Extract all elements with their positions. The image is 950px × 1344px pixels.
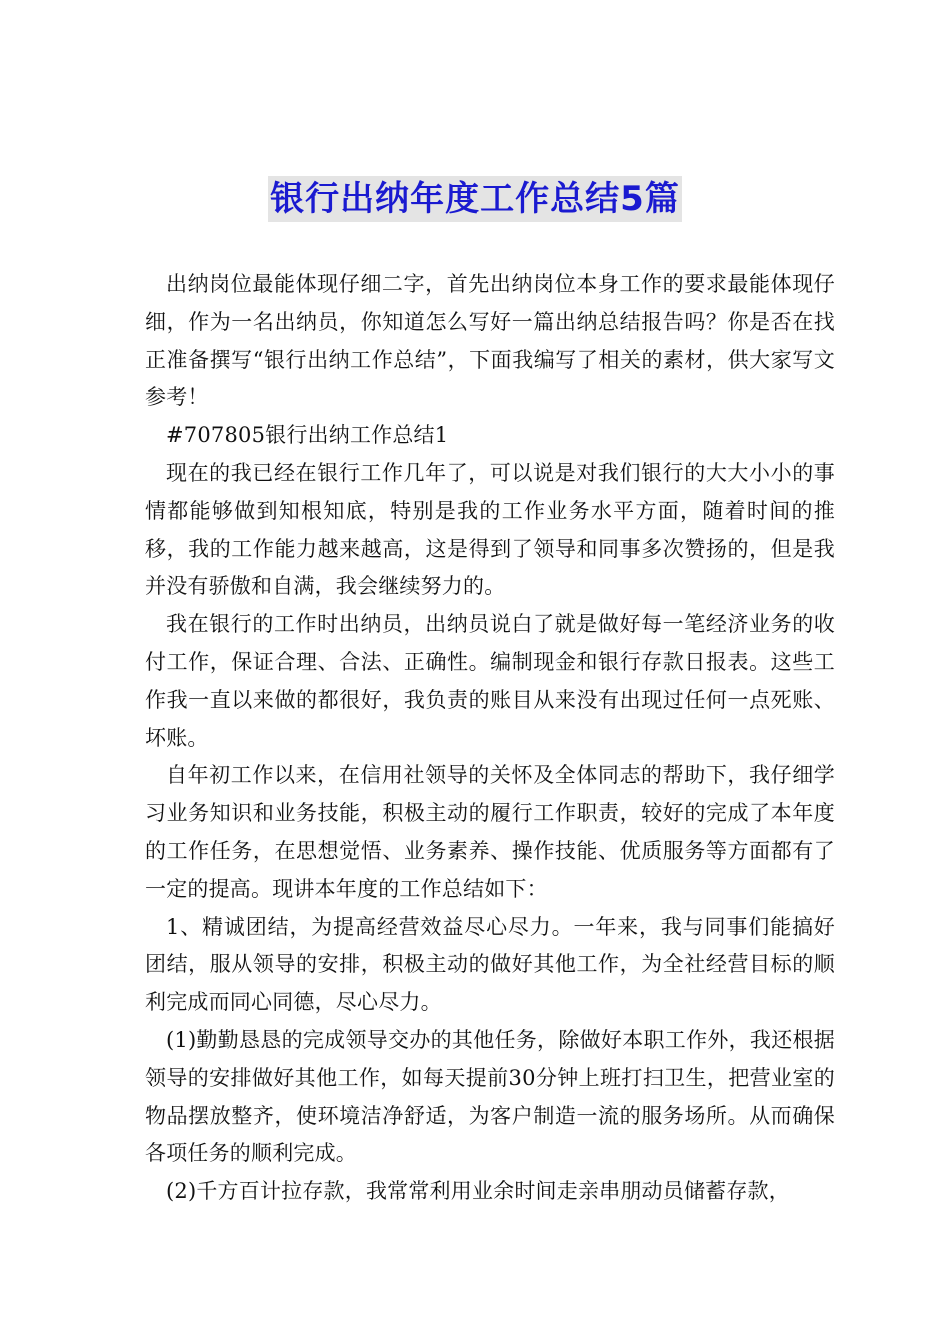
section-heading: #707805银行出纳工作总结1: [166, 423, 449, 448]
intro-paragraph: 出纳岗位最能体现仔细二字，首先出纳岗位本身工作的要求最能体现仔细，作为一名出纳员，你知道怎么写好一篇出纳总结报告吗？你是否在找正准备撰写“银行出纳工作总结”，下面我编写了相关的素材，供大家写文参考！: [145, 272, 835, 410]
sub-item-paragraph: (1)勤勤恳恳的完成领导交办的其他任务，除做好本职工作外，我还根据领导的安排做好其他工作，如每天提前30分钟上班打扫卫生，把营业室的物品摆放整齐，使环境洁净舒适，为客户制造一流的服务场所。从而确保各项任务的顺利完成。: [145, 1027, 835, 1166]
document-title: 银行出纳年度工作总结5篇: [268, 176, 682, 222]
document-body: [145, 266, 835, 1211]
title-container: [0, 176, 950, 222]
numbered-paragraph: 1、精诚团结，为提高经营效益尽心尽力。一年来，我与同事们能搞好团结，服从领导的安排，积极主动的做好其他工作，为全社经营目标的顺利完成而同心同德，尽心尽力。: [145, 914, 835, 1015]
body-paragraph: 现在的我已经在银行工作几年了，可以说是对我们银行的大大小小的事情都能够做到知根知底，特别是我的工作业务水平方面，随着时间的推移，我的工作能力越来越高，这是得到了领导和同事多次赞扬的，但是我并没有骄傲和自满，我会继续努力的。: [145, 460, 835, 599]
body-paragraph: 我在银行的工作时出纳员，出纳员说白了就是做好每一笔经济业务的收付工作，保证合理、合法、正确性。编制现金和银行存款日报表。这些工作我一直以来做的都很好，我负责的账目从来没有出现过任何一点死账、坏账。: [145, 612, 835, 750]
sub-item-paragraph: (2)千方百计拉存款，我常常利用业余时间走亲串朋动员储蓄存款，: [166, 1179, 790, 1204]
body-paragraph: 自年初工作以来，在信用社领导的关怀及全体同志的帮助下，我仔细学习业务知识和业务技能，积极主动的履行工作职责，较好的完成了本年度的工作任务，在思想觉悟、业务素养、操作技能、优质服务等方面都有了一定的提高。现讲本年度的工作总结如下：: [145, 763, 835, 901]
